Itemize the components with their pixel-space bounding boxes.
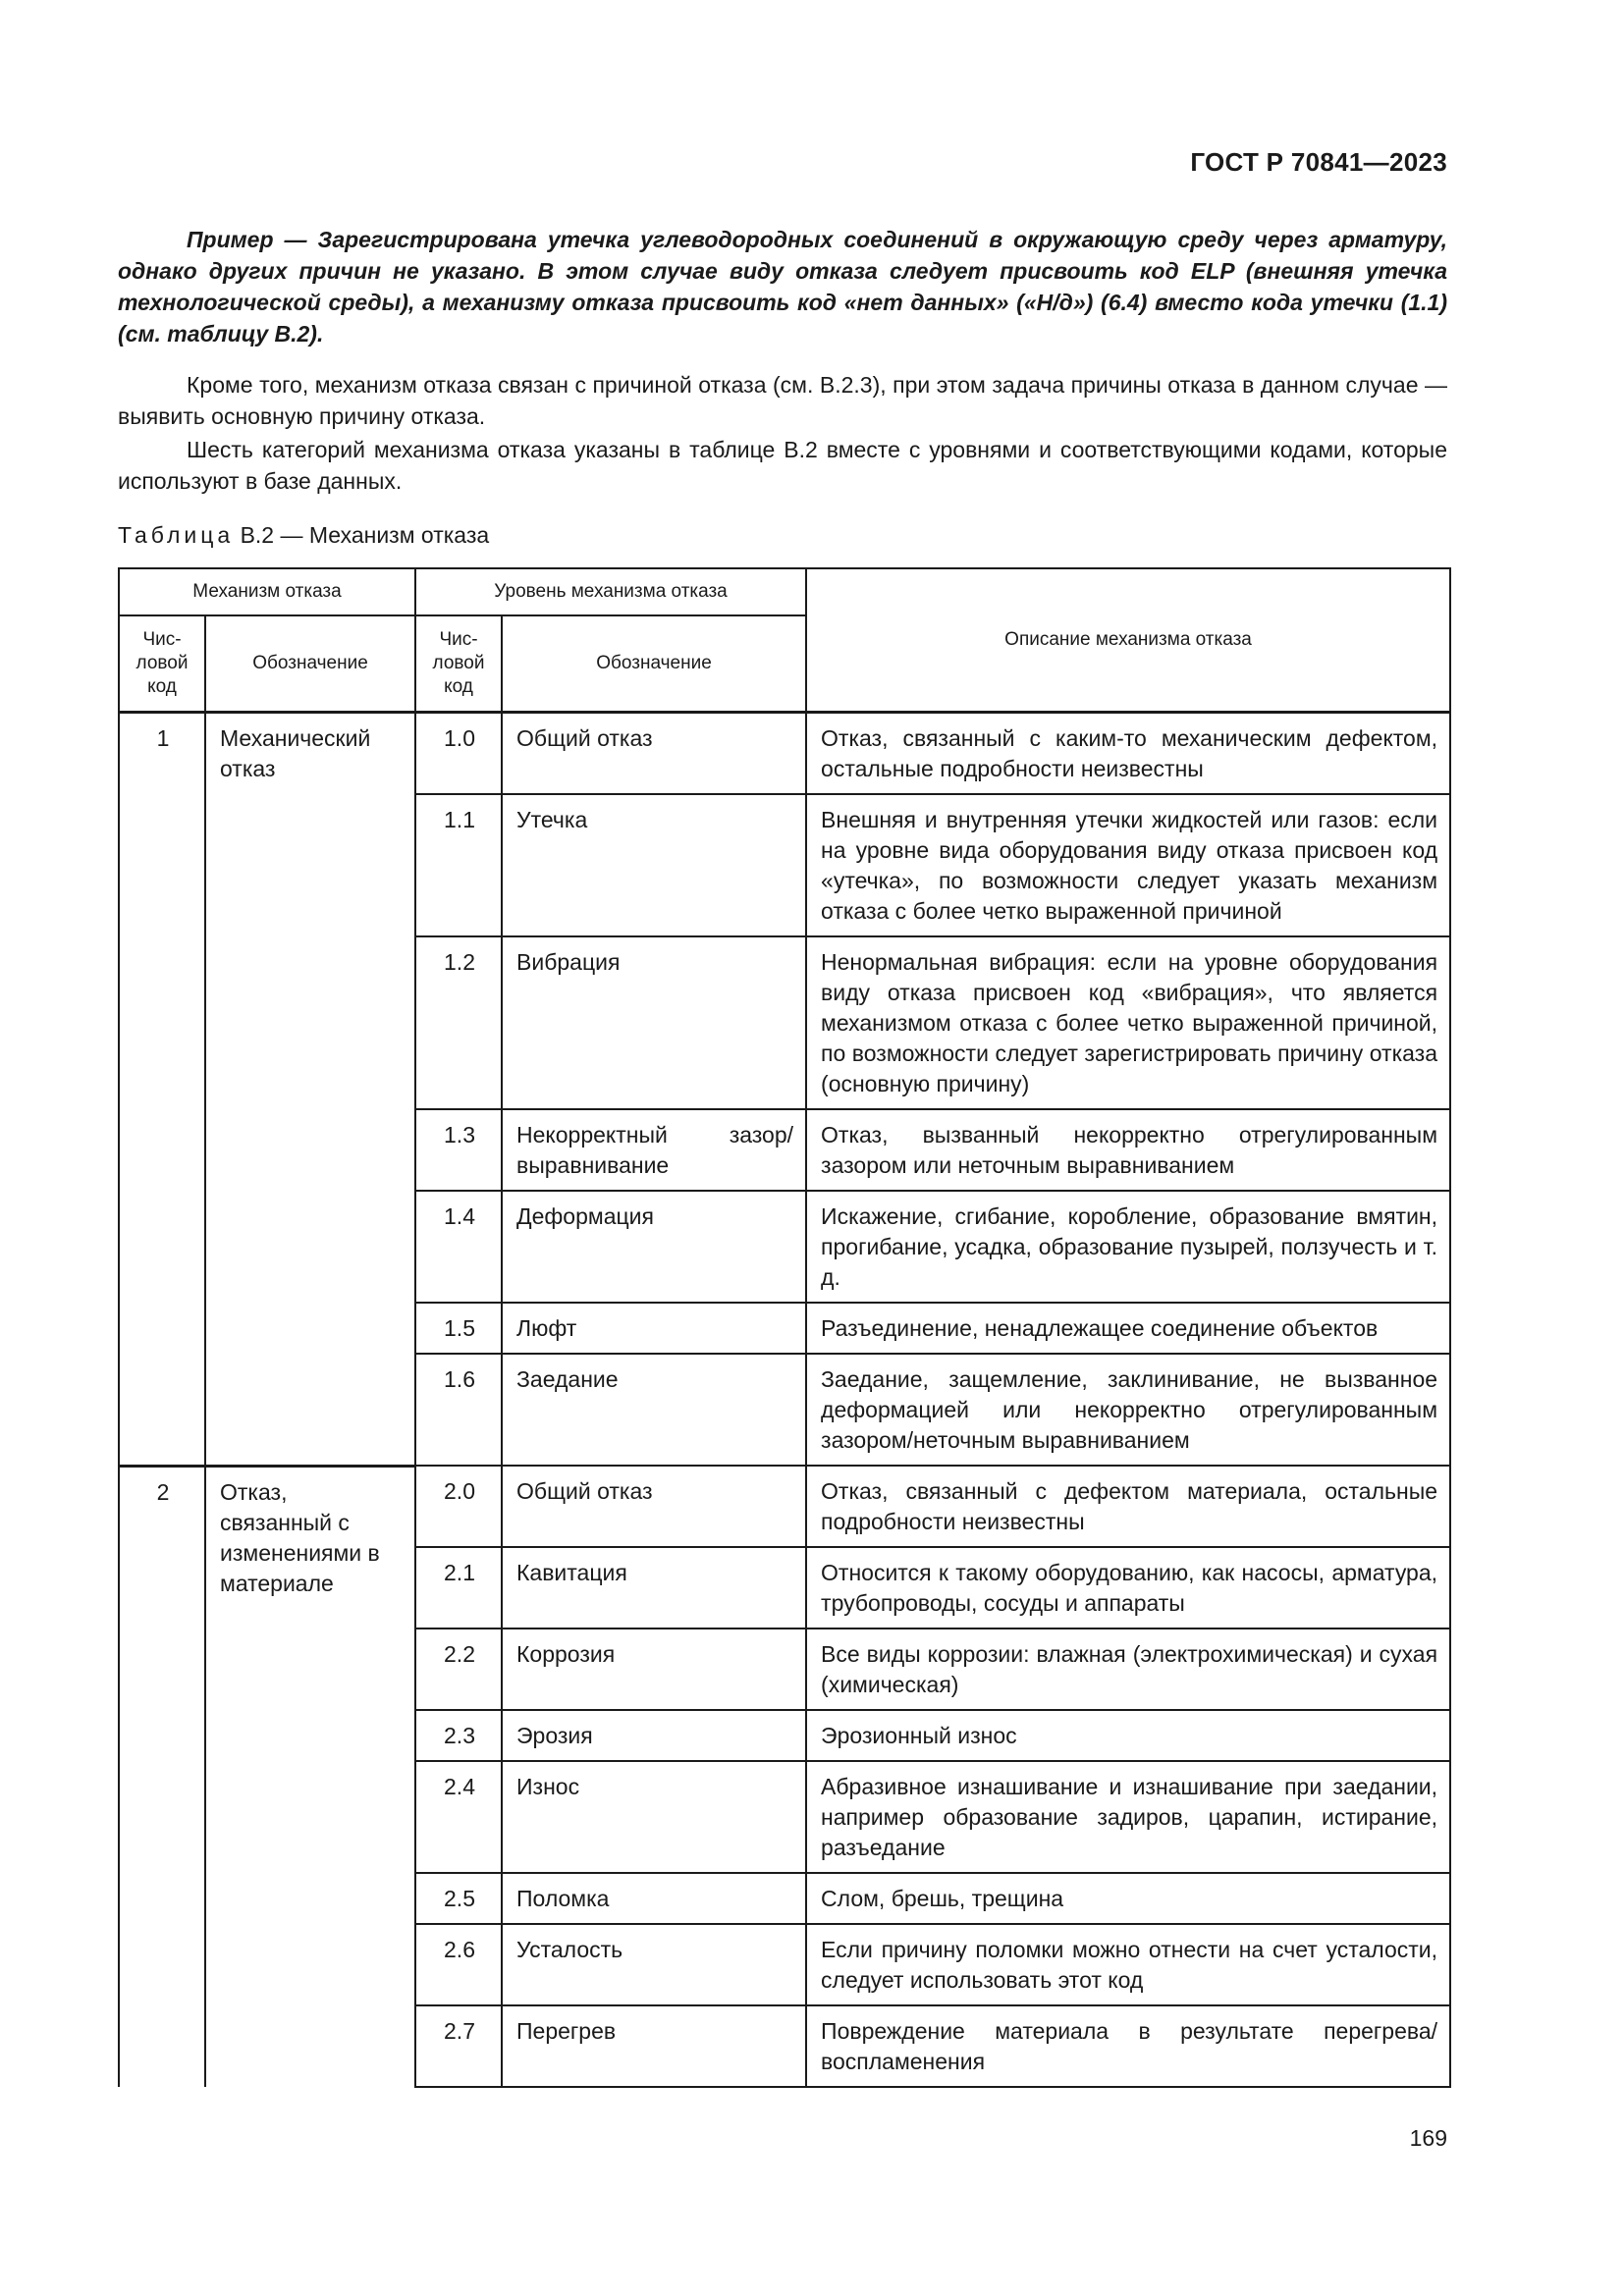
level-name: Люфт (502, 1303, 806, 1354)
level-code: 2.3 (415, 1710, 502, 1761)
level-description: Отказ, связанный с каким-то механическим дефектом, остальные подробности неизвестны (806, 713, 1450, 795)
level-name: Общий отказ (502, 713, 806, 795)
level-name-part: выравнивание (516, 1152, 670, 1178)
group-name: Отказ, связанный с изменениями в материале (205, 1466, 415, 2087)
level-name: Утечка (502, 794, 806, 936)
level-code: 2.5 (415, 1873, 502, 1924)
level-name: Усталость (502, 1924, 806, 2005)
level-name-line (516, 1120, 793, 1150)
level-name-part: зазор/ (729, 1122, 794, 1148)
level-code: 1.2 (415, 936, 502, 1109)
table-caption-text: В.2 — Механизм отказа (240, 522, 490, 548)
level-name: Коррозия (502, 1629, 806, 1710)
level-code: 2.4 (415, 1761, 502, 1873)
level-name: Поломка (502, 1873, 806, 1924)
level-description: Внешняя и внутренняя утечки жидкостей или газов: если на уровне вида оборудования виду отказа присвоен код «утечка», по возможности следует указать механизм отказа с более четко выраженной причиной (806, 794, 1450, 936)
table-caption (118, 522, 489, 549)
level-name (502, 1109, 806, 1191)
level-code: 2.7 (415, 2005, 502, 2087)
level-code: 1.0 (415, 713, 502, 795)
level-code: 2.1 (415, 1547, 502, 1629)
level-name-part: Некорректный (516, 1122, 668, 1148)
paragraph-2: Шесть категорий механизма отказа указаны в таблице В.2 вместе с уровнями и соответствующими кодами, которые используют в базе данных. (118, 437, 1447, 494)
header-code-line: Чис- (142, 629, 182, 650)
header-code-line: ловой (432, 653, 485, 673)
header-description: Описание механизма отказа (806, 568, 1450, 713)
document-header: ГОСТ Р 70841—2023 (1190, 147, 1447, 177)
table-row (119, 1466, 1450, 1547)
level-name: Деформация (502, 1191, 806, 1303)
level-description: Абразивное изнашивание и изнашивание при заедании, например образование задиров, царапин, истирание, разъедание (806, 1761, 1450, 1873)
header-code-line: код (147, 676, 177, 697)
failure-mechanism-table (118, 567, 1451, 2088)
level-description: Отказ, вызванный некорректно отрегулированным зазором или неточным выравниванием (806, 1109, 1450, 1191)
level-name: Вибрация (502, 936, 806, 1109)
level-description: Повреждение материала в результате перегрева/воспламенения (806, 2005, 1450, 2087)
level-description: Слом, брешь, трещина (806, 1873, 1450, 1924)
level-code: 2.0 (415, 1466, 502, 1547)
header-mechanism-designation: Обозначение (205, 615, 415, 713)
header-level: Уровень механизма отказа (415, 568, 806, 615)
header-code-line: ловой (135, 653, 189, 673)
level-name: Общий отказ (502, 1466, 806, 1547)
level-description: Эрозионный износ (806, 1710, 1450, 1761)
level-name: Заедание (502, 1354, 806, 1466)
level-name: Износ (502, 1761, 806, 1873)
paragraph-1: Кроме того, механизм отказа связан с причиной отказа (см. В.2.3), при этом задача причины отказа в данном случае — выявить основную причину отказа. (118, 372, 1447, 429)
table-header (119, 568, 1450, 713)
page-number: 169 (1409, 2125, 1447, 2151)
level-name: Эрозия (502, 1710, 806, 1761)
header-level-code (415, 615, 502, 713)
group-name: Механический отказ (205, 713, 415, 1467)
level-description: Если причину поломки можно отнести на счет усталости, следует использовать этот код (806, 1924, 1450, 2005)
level-code: 2.6 (415, 1924, 502, 2005)
level-description: Все виды коррозии: влажная (электрохимическая) и сухая (химическая) (806, 1629, 1450, 1710)
level-code: 2.2 (415, 1629, 502, 1710)
level-description: Заедание, защемление, заклинивание, не вызванное деформацией или некорректно отрегулированным зазором/неточным выравниванием (806, 1354, 1450, 1466)
level-description: Ненормальная вибрация: если на уровне оборудования виду отказа присвоен код «вибрация», что является механизмом отказа с более четко выраженной причиной, по возможности следует зарегистрировать причину отказа (основную причину) (806, 936, 1450, 1109)
example-note: Пример — Зарегистрирована утечка углеводородных соединений в окружающую среду через арматуру, однако других причин не указано. В этом случае виду отказа следует присвоить код ELP (внешняя утечка технологической среды), а механизму отказа присвоить код «нет данных» («Н/д») (6.4) вместо кода утечки (1.1) (см. таблицу В.2). (118, 227, 1447, 347)
level-description: Относится к такому оборудованию, как насосы, арматура, трубопроводы, сосуды и аппараты (806, 1547, 1450, 1629)
level-code: 1.5 (415, 1303, 502, 1354)
level-code: 1.4 (415, 1191, 502, 1303)
level-code: 1.6 (415, 1354, 502, 1466)
level-name: Кавитация (502, 1547, 806, 1629)
header-mechanism: Механизм отказа (119, 568, 415, 615)
level-name: Перегрев (502, 2005, 806, 2087)
failure-mechanism-table-wrap (118, 567, 1449, 2088)
table-body (119, 713, 1450, 2088)
group-code: 2 (119, 1466, 205, 2087)
header-level-designation: Обозначение (502, 615, 806, 713)
header-mechanism-code (119, 615, 205, 713)
table-row (119, 713, 1450, 795)
level-code: 1.1 (415, 794, 502, 936)
table-caption-label: Таблица (118, 522, 235, 548)
header-code-line: код (444, 676, 473, 697)
level-description: Разъединение, ненадлежащее соединение объектов (806, 1303, 1450, 1354)
level-code: 1.3 (415, 1109, 502, 1191)
group-code: 1 (119, 713, 205, 1467)
level-description: Искажение, сгибание, коробление, образование вмятин, прогибание, усадка, образование пузырей, ползучесть и т. д. (806, 1191, 1450, 1303)
header-code-line: Чис- (439, 629, 478, 650)
level-description: Отказ, связанный с дефектом материала, остальные подробности неизвестны (806, 1466, 1450, 1547)
